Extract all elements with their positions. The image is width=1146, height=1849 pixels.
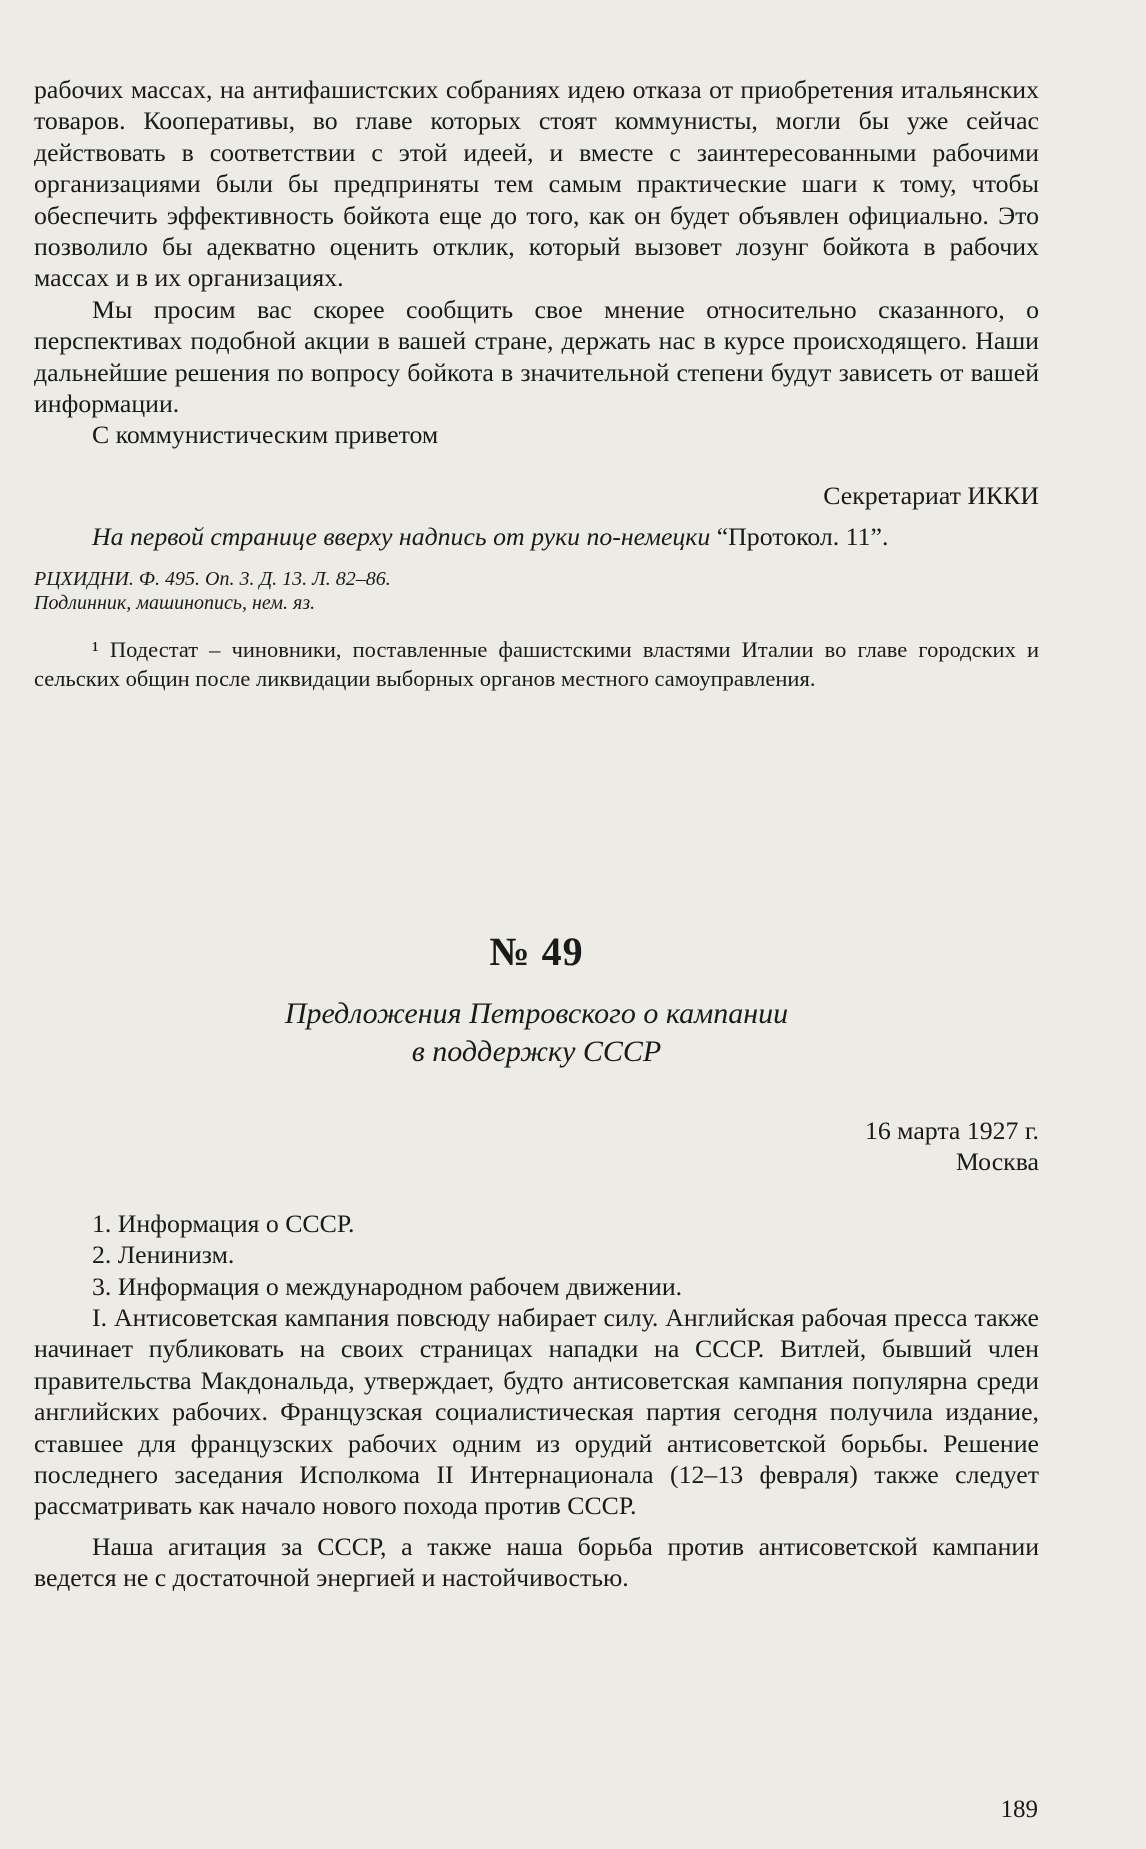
- document-title-line-1: Предложения Петровского о кампании: [284, 997, 789, 1030]
- footnote: ¹ Подестат – чиновники, поставленные фашистскими властями Италии во главе городских и сельских общин после ликвидации выборных органов местного самоуправления.: [34, 636, 1039, 691]
- document-place: Москва: [955, 1147, 1039, 1177]
- archive-reference: РЦХИДНИ. Ф. 495. Оп. 3. Д. 13. Л. 82–86.: [34, 567, 391, 590]
- archive-note: Подлинник, машинопись, нем. яз.: [34, 591, 316, 614]
- list-item: 3. Информация о международном рабочем движении.: [92, 1271, 683, 1301]
- note-regular: “Протокол. 11”.: [710, 522, 889, 552]
- document-title-line-2: в поддержку СССР: [411, 1035, 662, 1068]
- list-item: 1. Информация о СССР.: [92, 1208, 355, 1238]
- document-date: 16 марта 1927 г.: [864, 1116, 1039, 1145]
- handwritten-note: [34, 521, 1039, 552]
- signature: Секретариат ИККИ: [823, 480, 1039, 510]
- paragraph-agitation: Наша агитация за СССР, а также наша борьба против антисоветской кампании ведется не с достаточной энергией и настойчивостью.: [34, 1531, 1039, 1593]
- document-49: [34, 928, 1039, 1594]
- letter-continuation: [34, 74, 1039, 693]
- paragraph-request: Мы просим вас скорее сообщить свое мнение относительно сказанного, о перспективах подобной акции в вашей стране, держать нас в курсе происходящего. Наши дальнейшие решения по вопросу бойкота в значительной степени будут зависеть от вашей информации.: [34, 294, 1039, 419]
- page-number: 189: [1000, 1796, 1038, 1823]
- greeting: С коммунистическим приветом: [92, 420, 439, 450]
- paragraph-boycott: рабочих массах, на антифашистских собраниях идею отказа от приобретения итальянских товаров. Кооперативы, во главе которых стоят коммунисты, могли бы уже сейчас действовать в соответствии с этой идеей, и вместе с заинтересованными рабочими организациями были бы предприняты тем самым практические шаги к тому, чтобы обеспечить эффективность бойкота еще до того, как он будет объявлен официально. Это позволило бы адекватно оценить отклик, который вызовет лозунг бойкота в рабочих массах и в их организациях.: [34, 75, 1039, 293]
- list-item: 2. Ленинизм.: [92, 1240, 235, 1270]
- paragraph-campaign: I. Антисоветская кампания повсюду набирает силу. Английская рабочая пресса также начинает публиковать на своих страницах нападки на СССР. Витлей, бывший член правительства Макдональда, утверждает, будто антисоветская кампания популярна среди английских рабочих. Французская социалистическая партия сегодня получила издание, ставшее для французских рабочих одним из орудий антисоветской борьбы. Решение последнего заседания Исполкома II Интернационала (12–13 февраля) также следует рассматривать как начало нового похода против СССР.: [34, 1303, 1039, 1521]
- topics-list: [34, 1208, 1039, 1302]
- note-italic: На первой странице вверху надпись от руки по-немецки: [92, 522, 711, 552]
- document-number: № 49: [489, 929, 584, 974]
